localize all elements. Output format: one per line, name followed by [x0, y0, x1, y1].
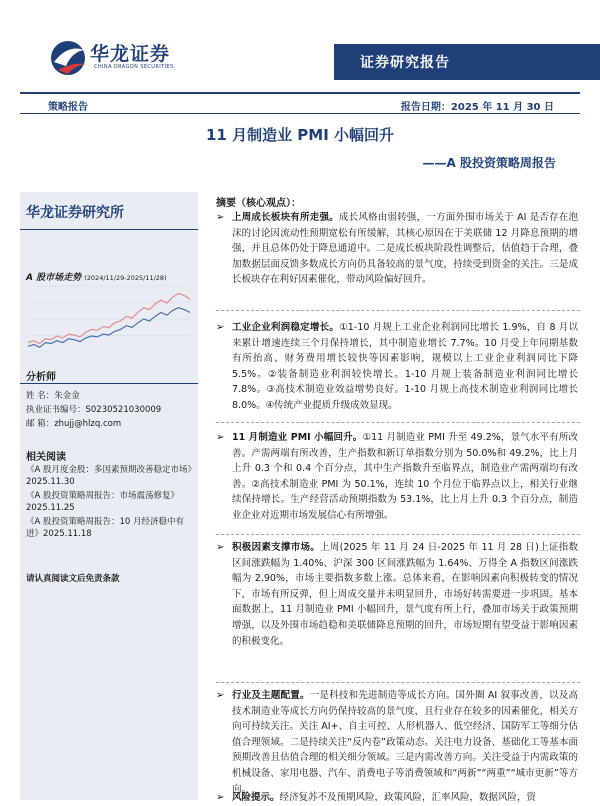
item-heading: 风险提示。 — [232, 792, 280, 803]
arrow-bullet-icon: ➢ — [216, 322, 225, 333]
item-heading: 11 月制造业 PMI 小幅回升。 — [232, 432, 363, 443]
item-text: ①1-10 月规上工业企业利润同比增长 1.9%，自 8 月以来累计增速连续三个月保持增长，其中制造业增长 7.7%。10 月受上年同期基数有所抬高、财务费用增长较快等因素影响，规模以上工业企业利润同比下降 5.5%。②装备制造业利润较快增长。1-10 月规上装备制造业利润同比增长 7.8%。③高技术制造业效益增势良好。1-10 月规上高技术制造业利润同比增长 8.0%。④传统产业提质升级成效显现。 — [232, 322, 578, 411]
item-text: 经济复苏不及预期风险，政策风险，汇率风险，数据风险，资 — [279, 792, 537, 803]
analyst-email: 邮 箱：zhujj@hlzq.com — [26, 419, 122, 429]
arrow-bullet-icon: ➢ — [216, 792, 225, 803]
item-text: 成长风格由弱转强，一方面外围市场关于 AI 是否存在泡沫的讨论因流动性预期宽松有所缓解，其核心原因在于美联储 12 月降息预期的增强，并且总体仍处于降息通道中。二是成长板块阶段性调整后，估值趋于合理，叠加数据层面反馈多数成长方向仍具备较高的景气度，持续受到资金的关注。三是成长板块存在利好因素催化，带动风险偏好回升。 — [232, 212, 578, 286]
report-subtitle: ——A 股投资策略周报告 — [422, 156, 556, 170]
item-divider — [216, 534, 580, 535]
report-date: 报告日期：2025 年 11 月 30 日 — [400, 102, 554, 113]
report-title: 11 月制造业 PMI 小幅回升 — [205, 126, 395, 144]
abstract-paragraph — [232, 688, 578, 797]
item-heading: 上周成长板块有所走强。 — [232, 212, 339, 223]
analyst-cert: 执业证书编号：S0230521030009 — [26, 405, 162, 415]
item-divider — [216, 682, 580, 683]
banner-text: 证券研究报告 — [360, 55, 450, 71]
related-link[interactable]: 《A 股投资策略周报告：市场震荡修复》2025.11.25 — [26, 491, 180, 513]
abstract-paragraph — [232, 320, 578, 414]
brand-name-cn: 华龙证券 — [90, 43, 171, 65]
chart-title-text: A 股市场走势 — [26, 273, 82, 283]
analyst-divider — [20, 383, 198, 384]
market-trend-chart — [24, 282, 194, 358]
item-text: ①11 月制造业 PMI 升至 49.2%，景气水平有所改善。产需两端有所改善，生产指数和新订单指数分别为 50.0%和 49.2%，比上月上升 0.3 个和 0.4 个百分点，其中生产指数升至临界点，制造业产需两端均有改善。②高技术制造业 PMI 为 50.1%，连续 10 个月位于临界点以上，相关行业继续保持增长。生产经营活动预期指数为 53.1%，比上月上升 0.3 个百分点，制造业企业对近期市场发展信心有所增强。 — [232, 432, 579, 521]
abstract-title: 摘要（核心观点）： — [216, 198, 301, 209]
arrow-bullet-icon: ➢ — [216, 212, 225, 223]
disclaimer-note: 请认真阅读文后免责条款 — [26, 574, 120, 584]
institute-name: 华龙证券研究所 — [26, 205, 124, 221]
sidebar-divider — [20, 229, 198, 230]
item-text: 一是科技和先进制造等成长方向。国外圈 AI 叙事改善，以及高技术制造业等成长方向仍保持较高的景气度，且行业存在较多的因素催化，相关方向可持续关注。关注 AI+、自主可控、人形机器人、低空经济、国防军工等细分估值合理领域。二是持续关注“反内卷”政策动态。关注电力设备、基础化工等基本面预期改善且估值合理的相关细分领域。三是内需改善方向。关注受益于内需政策的机械设备、家用电器、汽车、消费电子等消费领域和“两新”“两重”“城市更新”等方向。 — [232, 690, 578, 795]
title-divider — [20, 113, 580, 114]
dragon-logo-icon — [48, 36, 92, 80]
abstract-paragraph — [232, 790, 578, 806]
abstract-paragraph — [232, 540, 578, 649]
analyst-name: 姓 名：朱金金 — [26, 391, 80, 401]
chart-series-line-index_a — [28, 294, 190, 344]
item-heading: 工业企业利润稳定增长。 — [232, 322, 340, 333]
item-divider — [216, 310, 580, 311]
item-text: 上周(2025 年 11 月 24 日-2025 年 11 月 28 日)上证指数区间涨跌幅为 1.40%、沪深 300 区间涨跌幅为 1.64%、万得全 A 指数区间涨跌幅为 2.90%，市场主要指数多数上涨。总体来看，在影响因素向积极转变的情况下，市场有所反弹，但上周成交量并未明显回升，市场好转需要进一步巩固。基本面数据上，11 月制造业 PMI 小幅回升，景气度有所上行，叠加市场关于政策预期增强，以及外围市场趋稳和美联储降息预期的回升，市场短期有望受益于影响因素的积极变化。 — [232, 542, 578, 647]
item-divider — [216, 422, 580, 423]
arrow-bullet-icon: ➢ — [216, 542, 225, 553]
report-type: 策略报告 — [48, 102, 88, 113]
abstract-paragraph — [232, 430, 578, 524]
analyst-heading: 分析师 — [26, 372, 56, 383]
item-heading: 行业及主题配置。 — [232, 690, 310, 701]
arrow-bullet-icon: ➢ — [216, 432, 225, 443]
chart-range: (2024/11/29-2025/11/28) — [84, 274, 167, 282]
item-heading: 积极因素支撑市场。 — [232, 542, 321, 553]
arrow-bullet-icon: ➢ — [216, 690, 225, 701]
header-divider — [20, 92, 580, 94]
related-heading: 相关阅读 — [26, 452, 66, 463]
brand-name-en: CHINA DRAGON SECURITIES — [94, 64, 174, 70]
related-link[interactable]: 《A 股投资策略周报告：10 月经济稳中有进》2025.11.18 — [26, 517, 185, 539]
company-logo — [48, 36, 198, 80]
related-link[interactable]: 《A 股月度金股：多因素预期改善稳定市场》2025.11.30 — [26, 465, 192, 487]
abstract-paragraph — [232, 210, 578, 288]
